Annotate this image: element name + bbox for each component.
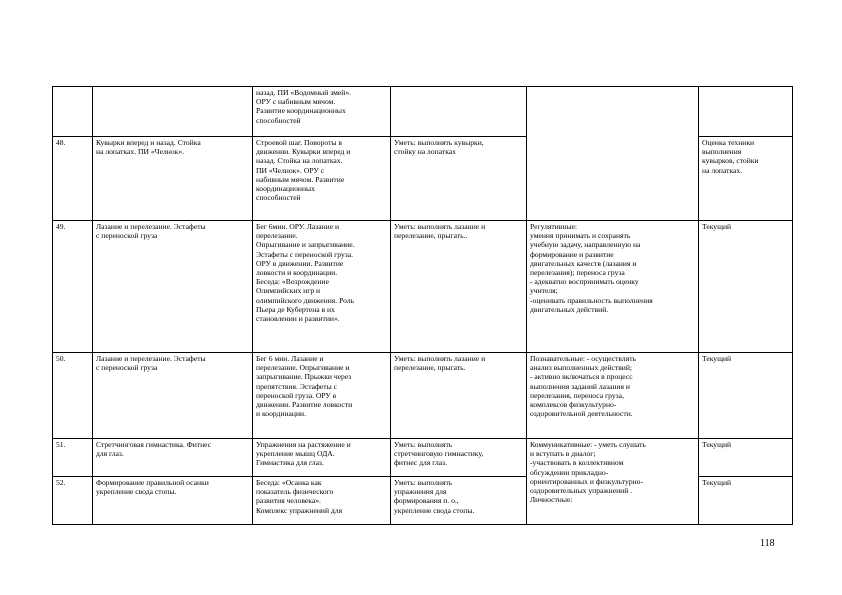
lesson-content-cell: Строевой шаг. Повороты в движении. Кувырки вперед и назад. Стойка на лопатках. ПИ «Челнок». ОРУ с набивным мячом. Развитие координационных способностей [253,137,391,221]
lesson-number-cell [53,87,93,137]
lesson-number-cell: 50. [53,353,93,439]
lesson-topic-cell: Лазание и перелезание. Эстафеты с переноской груза [93,221,253,353]
lesson-content-cell: Бег 6мин. ОРУ. Лазание и перелезание. Опрыгивание и запрыгивание. Эстафеты с переноской груза. ОРУ в движении. Развитие ловкости и координации. Беседа: «Возрождение Олимпийских игр и олимпийского движения. Роль Пьера де Кубертена в их становлении и развитии». [253,221,391,353]
lesson-topic-cell: Стретчинговая гимнастика. Фитнес для глаз. [93,439,253,477]
lesson-plan-table [52,86,793,525]
page-number: 118 [760,538,775,549]
lesson-skills-cell: Уметь: выполнять упражнения для формирования п. о., укрепление свода стопы. [391,477,527,525]
lesson-uud-cell: Коммуникативные: - уметь слушать и вступать в диалог; -участвовать в коллективном обсуждении прикладно- ориентированных и физкультурно- оздоровительных упражнений . Личностные: [527,439,699,525]
lesson-control-cell: Текущий [699,439,793,477]
table-row [53,439,793,477]
table-row [53,353,793,439]
lesson-skills-cell: Уметь: выполнять лазание и перелезание, прыгать.. [391,221,527,353]
lesson-control-cell: Текущий [699,477,793,525]
lesson-control-cell: Текущий [699,353,793,439]
lesson-number-cell: 48. [53,137,93,221]
lesson-uud-cell: Регулятивные: умения принимать и сохранять учебную задачу, направленную на формирование и развитие двигательных качеств (лазания и перелезания); переноса груза - адекватно воспринимать оценку учителя; -оценивать правильность выполнения двигательных действий. [527,221,699,353]
lesson-number-cell: 49. [53,221,93,353]
lesson-skills-cell: Уметь: выполнять кувырки, стойку на лопатках [391,137,527,221]
table-row [53,221,793,353]
lesson-content-cell: назад. ПИ «Водомный змей». ОРУ с набивным мячом. Развитие координационных способностей [253,87,391,137]
lesson-content-cell: Упражнения на растяжение и укрепление мышц ОДА. Гимнастика для глаз. [253,439,391,477]
lesson-uud-cell: Познавательные: - осуществлять анализ выполненных действий; - активно включаться в процесс выполнения заданий лазания и перелезания, переноса груза, комплексов физкультурно- оздоровительной деятельности. [527,353,699,439]
lesson-topic-cell: Кувырки вперед и назад. Стойка на лопатках. ПИ «Челнок». [93,137,253,221]
lesson-control-cell [699,87,793,137]
lesson-topic-cell: Лазание и перелезание. Эстафеты с переноской груза [93,353,253,439]
lesson-content-cell: Бег 6 мин. Лазание и перелезание. Опрыгивание и запрыгивание. Прыжки через препятствия. Эстафеты с переноской груза. ОРУ в движении. Развитие ловкости и координации. [253,353,391,439]
lesson-content-cell: Беседа: «Осанка как показатель физического развития человека». Комплекс упражнений для [253,477,391,525]
lesson-skills-cell [391,87,527,137]
table-row [53,87,793,137]
lesson-control-cell: Оценка техники выполнения кувырков, стойки на лопатках. [699,137,793,221]
lesson-control-cell: Текущий [699,221,793,353]
lesson-topic-cell [93,87,253,137]
lesson-skills-cell: Уметь: выполнять стретчинговую гимнастику, фитнес для глаз. [391,439,527,477]
lesson-number-cell: 51. [53,439,93,477]
lesson-number-cell: 52. [53,477,93,525]
lesson-topic-cell: Формирование правильной осанки укрепление свода стопы. [93,477,253,525]
lesson-skills-cell: Уметь: выполнять лазание и перелезание, прыгать. [391,353,527,439]
lesson-uud-cell [527,87,699,221]
